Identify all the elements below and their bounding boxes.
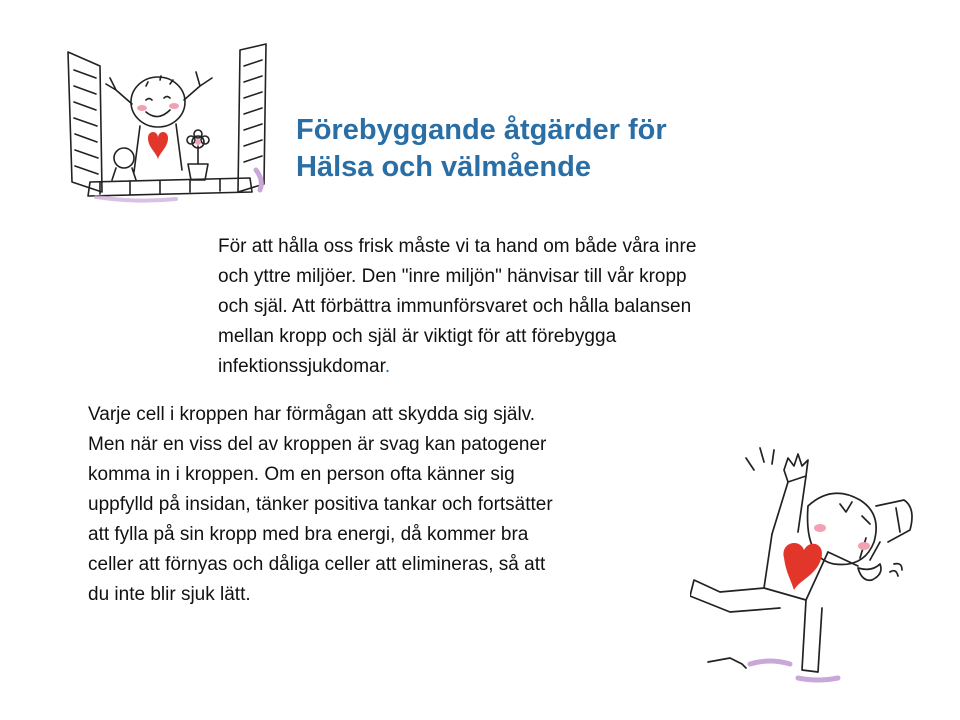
- paragraph-line: Men när en viss del av kroppen är svag kan patogener: [88, 434, 547, 455]
- paragraph-line: mellan kropp och själ är viktigt för att förebygga: [218, 326, 617, 347]
- paragraph-line: För att hålla oss frisk måste vi ta hand om både våra inre: [218, 236, 697, 257]
- window-child-illustration: [60, 42, 280, 207]
- paragraph-line: och själ. Att förbättra immunförsvaret och hålla balansen: [218, 296, 692, 317]
- paragraph-line: att fylla på sin kropp med bra energi, då kommer bra: [88, 524, 529, 545]
- title-line-1: Förebyggande åtgärder för: [296, 114, 667, 146]
- paragraph-line-text: infektionssjukdomar: [218, 356, 385, 377]
- paragraph-line: du inte blir sjuk lätt.: [88, 584, 251, 605]
- paragraph-line: komma in i kroppen. Om en person ofta känner sig: [88, 464, 515, 485]
- paragraph-end-mark: .: [384, 356, 391, 377]
- paragraph-cell-protection: [88, 400, 688, 610]
- page-title: [296, 112, 667, 186]
- paragraph-line: och yttre miljöer. Den "inre miljön" hänvisar till vår kropp: [218, 266, 687, 287]
- paragraph-line-last: [218, 352, 818, 382]
- dancing-person-illustration: [690, 440, 960, 685]
- paragraph-line: Varje cell i kroppen har förmågan att skydda sig själv.: [88, 404, 536, 425]
- paragraph-inner-environment: [218, 232, 818, 382]
- paragraph-line: celler att förnyas och dåliga celler att elimineras, så att: [88, 554, 546, 575]
- paragraph-line: uppfylld på insidan, tänker positiva tankar och fortsätter: [88, 494, 553, 515]
- title-line-2: Hälsa och välmående: [296, 151, 591, 183]
